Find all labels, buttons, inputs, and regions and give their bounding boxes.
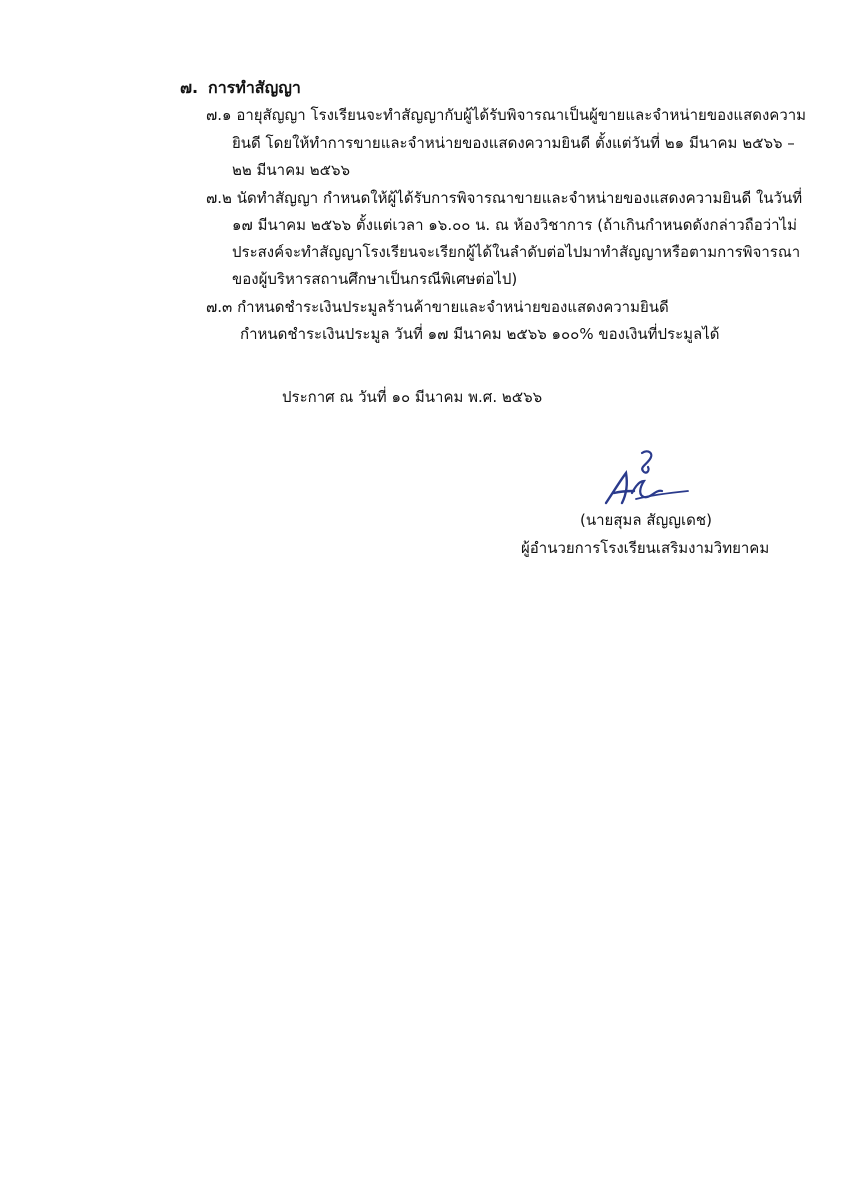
item-7-3-line-1: กำหนดชำระเงินประมูล วันที่ ๑๗ มีนาคม ๒๕๖๖ ๑๐๐% ของเงินที่ประมูลได้ (240, 325, 720, 343)
item-7-2-line-3: ของผู้บริหารสถานศึกษาเป็นกรณีพิเศษต่อไป) (232, 270, 518, 288)
section-title: การทำสัญญา (208, 78, 301, 97)
announcement-date: ประกาศ ณ วันที่ ๑๐ มีนาคม พ.ศ. ๒๕๖๖ (282, 388, 543, 406)
item-7-2-line-1: ๑๗ มีนาคม ๒๕๖๖ ตั้งแต่เวลา ๑๖.๐๐ น. ณ ห้องวิชาการ (ถ้าเกินกำหนดดังกล่าวถือว่าไม่ (232, 216, 797, 234)
section-heading (180, 76, 301, 101)
signer-name: (นายสุมล สัญญเดช) (580, 511, 712, 529)
item-7-1-label: ๗.๑ อายุสัญญา โรงเรียนจะทำสัญญากับผู้ได้รับพิจารณาเป็นผู้ขายและจำหน่ายของแสดงความ (206, 106, 807, 124)
item-7-2-line-2: ประสงค์จะทำสัญญาโรงเรียนจะเรียกผู้ได้ในลำดับต่อไปมาทำสัญญาหรือตามการพิจารณา (232, 243, 801, 261)
signer-position: ผู้อำนวยการโรงเรียนเสริมงามวิทยาคม (521, 539, 770, 557)
item-7-2-label: ๗.๒ นัดทำสัญญา กำหนดให้ผู้ได้รับการพิจารณาขายและจำหน่ายของแสดงความยินดี ในวันที่ (206, 189, 803, 207)
item-7-1-line-2: ๒๒ มีนาคม ๒๕๖๖ (232, 161, 351, 179)
section-number: ๗. (180, 78, 199, 97)
item-7-1-line-1: ยินดี โดยให้ทำการขายและจำหน่ายของแสดงความยินดี ตั้งแต่วันที่ ๒๑ มีนาคม ๒๕๖๖ – (232, 134, 795, 152)
signature-image (596, 445, 696, 515)
item-7-3-label: ๗.๓ กำหนดชำระเงินประมูลร้านค้าขายและจำหน่ายของแสดงความยินดี (206, 298, 669, 316)
